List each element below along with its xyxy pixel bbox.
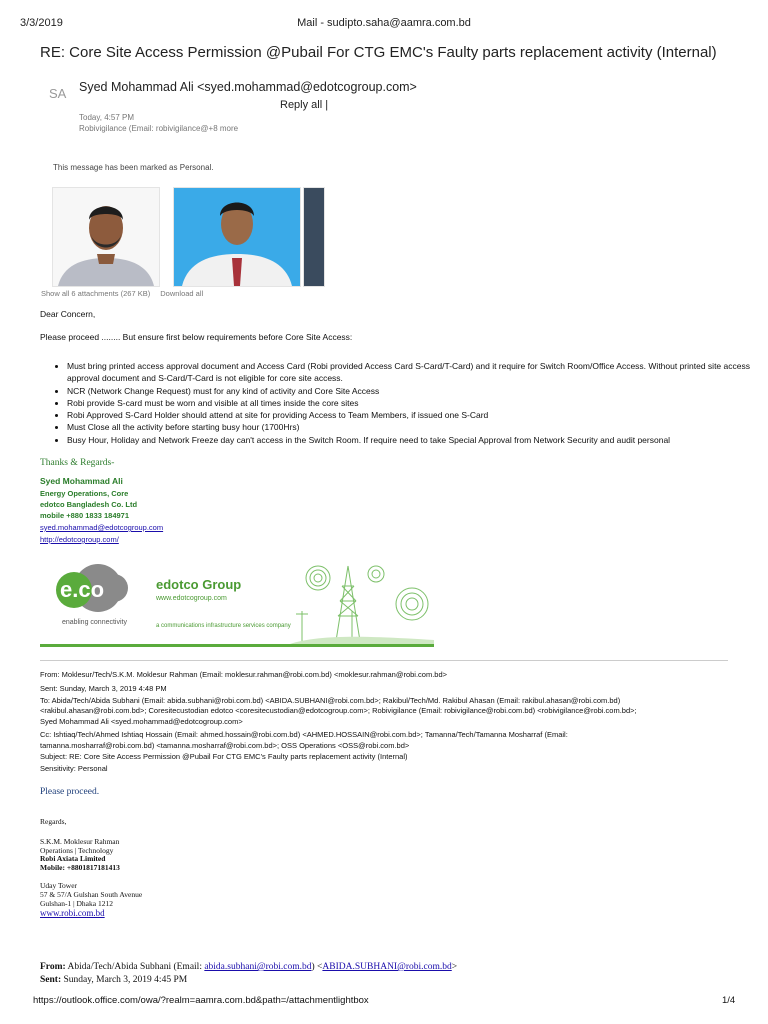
attachment-actions (41, 289, 213, 298)
print-footer-url: https://outlook.office.com/owa/?realm=aamra.com.bd&path=/attachmentlightbox (33, 995, 369, 1006)
greeting: Dear Concern, (40, 309, 96, 319)
signature-email-link[interactable]: syed.mohammad@edotcogroup.com (40, 523, 164, 532)
prev-sent-label: Sent: (40, 975, 62, 985)
banner-url: www.edotcogroup.com (156, 595, 227, 602)
intro-text: Please proceed ........ But ensure first below requirements before Core Site Access: (40, 332, 353, 342)
forward-from: From: Moklesur/Tech/S.K.M. Moklesur Rahman (Email: moklesur.rahman@robi.com.bd) <moklesur.rahman@robi.com.bd> (40, 670, 448, 679)
signature-mobile: mobile +880 1833 184971 (40, 511, 130, 520)
show-all-attachments-link[interactable]: Show all 6 attachments (267 KB) (41, 289, 151, 298)
personal-notice: This message has been marked as Personal. (53, 163, 214, 172)
forward-to-1: To: Abida/Tech/Abida Subhani (Email: abida.subhani@robi.com.bd) <ABIDA.SUBHANI@robi.com.bd>; Rakibul/Tech/Md. Rakibul Ahasan (Email: rakibul.ahasan@robi.com.bd) (40, 696, 621, 705)
forward-subject: Subject: RE: Core Site Access Permission @Pubail For CTG EMC's Faulty parts replacement activity (Internal) (40, 752, 408, 761)
print-title: Mail - sudipto.saha@aamra.com.bd (297, 17, 471, 29)
signature-thanks: Thanks & Regards- (40, 458, 115, 468)
forward-cc-1: Cc: Ishtiaq/Tech/Ahmed Ishtiaq Hossain (Email: ahmed.hossain@robi.com.bd) <AHMED.HOSSAIN@robi.com.bd>; Tamanna/Tech/Tamanna Mosharraf (Email: (40, 730, 568, 739)
signature-dept: Energy Operations, Core (40, 489, 129, 498)
forward-to-2: <rakibul.ahasan@robi.com.bd>; Coresitecustodian edotco <coresitecustodian@edotcogroup.com>; Robivigilance (Email: robivigilance@robi.com.bd) <robivigilance@robi.com.bd>; (40, 706, 637, 715)
signature-name: Syed Mohammad Ali (40, 476, 123, 486)
recipients-text: Robivigilance (Email: robivigilance@ (79, 124, 209, 133)
banner-company: edotco Group (156, 577, 242, 592)
sig2-addr2: 57 & 57/A Gulshan South Avenue (40, 890, 143, 899)
list-item: • Must Close all the activity before starting busy hour (1700Hrs) (67, 421, 767, 433)
attachment-photo-3[interactable] (303, 187, 325, 287)
sig2-name: S.K.M. Moklesur Rahman (40, 837, 120, 846)
person-photo-icon (53, 188, 159, 286)
list-item: • Robi provide S-card must be worn and visible at all times inside the core sites (67, 397, 767, 409)
list-item: • Robi Approved S-Card Holder should attend at site for providing Access to Team Members, if issued one S-Card (67, 409, 767, 421)
prev-from-label: From: (40, 962, 66, 972)
sig2-addr3: Gulshan-1 | Dhaka 1212 (40, 899, 113, 908)
attachment-photo-2[interactable] (173, 187, 301, 287)
sender-name[interactable]: Syed Mohammad Ali <syed.mohammad@edotcogroup.com> (79, 80, 417, 94)
print-date: 3/3/2019 (20, 17, 63, 29)
email-subject: RE: Core Site Access Permission @Pubail For CTG EMC's Faulty parts replacement activity (Internal) (40, 44, 717, 61)
prev-from-email2-link[interactable]: ABIDA.SUBHANI@robi.com.bd (322, 962, 452, 972)
edotco-banner-image (40, 556, 434, 646)
sig2-company: Robi Axiata Limited (40, 854, 106, 863)
recipients-line (79, 124, 238, 133)
person-photo-icon (174, 188, 300, 286)
prev-from-text: Abida/Tech/Abida Subhani (Email: (65, 962, 205, 972)
sig2-web-link[interactable]: www.robi.com.bd (40, 908, 105, 918)
previous-from (40, 962, 457, 972)
banner-divider (40, 644, 434, 647)
forward-cc-2: tamanna.mosharraf@robi.com.bd) <tamanna.mosharraf@robi.com.bd>; OSS Operations <OSS@robi.com.bd> (40, 741, 410, 750)
forward-sensitivity: Sensitivity: Personal (40, 764, 108, 773)
prev-from-end: > (451, 962, 458, 972)
list-item: • Must bring printed access approval document and Access Card (Robi provided Access Card S-Card/T-Card) and it require for Switch Room/Office Access. Without printed site access approval document and S-Card/T-Card is not eligible for core site access. (67, 360, 767, 385)
forward-to-3: Syed Mohammad Ali <syed.mohammad@edotcogroup.com> (40, 717, 243, 726)
requirements-list (40, 360, 767, 446)
separator (40, 660, 728, 661)
list-item: • NCR (Network Change Request) must for any kind of activity and Core Site Access (67, 385, 767, 397)
sig2-role: Operations | Technology (40, 846, 114, 855)
list-item: • Busy Hour, Holiday and Network Freeze day can't access in the Switch Room. If require need to take Special Approval from Network Security and audit personal (67, 434, 767, 446)
regards: Regards, (40, 817, 67, 826)
attachment-photo-1[interactable] (52, 187, 160, 287)
reply-all-button[interactable]: Reply all | (280, 99, 329, 111)
download-all-link[interactable]: Download all (160, 289, 204, 298)
previous-sent (40, 975, 187, 985)
prev-from-email-link[interactable]: abida.subhani@robi.com.bd (204, 962, 312, 972)
recipients-more-link[interactable]: +8 more (208, 124, 239, 133)
sig2-addr1: Uday Tower (40, 881, 78, 890)
sender-avatar[interactable]: SA (49, 86, 67, 101)
banner-desc: a communications infrastructure services company (156, 623, 291, 629)
signature-company: edotco Bangladesh Co. Ltd (40, 500, 138, 509)
prev-from-mid: ) < (311, 962, 323, 972)
banner-tagline: enabling connectivity (62, 619, 127, 626)
email-time: Today, 4:57 PM (79, 113, 134, 122)
forward-sent: Sent: Sunday, March 3, 2019 4:48 PM (40, 684, 167, 693)
print-page-number: 1/4 (722, 995, 736, 1006)
logo-text: e.co (60, 577, 105, 602)
please-proceed: Please proceed. (40, 787, 100, 797)
prev-sent-text: Sunday, March 3, 2019 4:45 PM (61, 975, 188, 985)
sig2-mobile: Mobile: +8801817181413 (40, 863, 120, 872)
signature-web-link[interactable]: http://edotcogroup.com/ (40, 535, 119, 544)
